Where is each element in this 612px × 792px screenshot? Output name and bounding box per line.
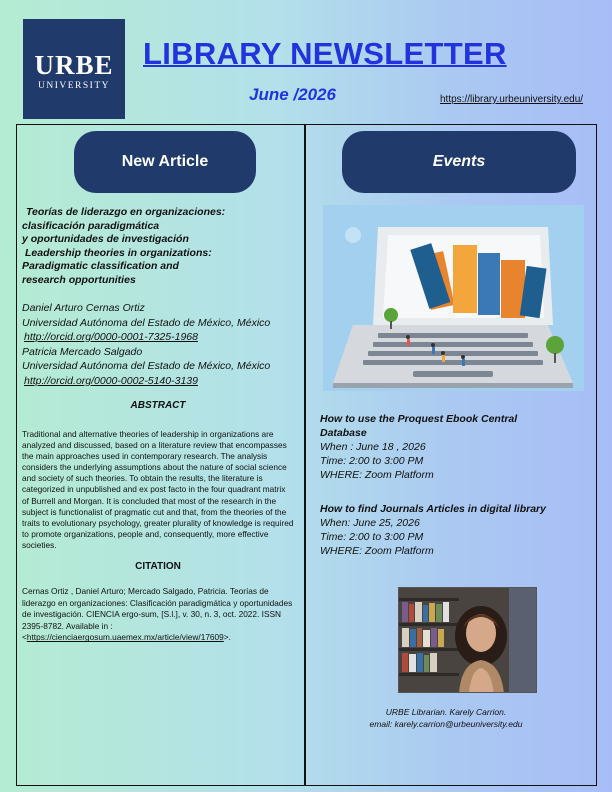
citation-heading: CITATION — [135, 561, 181, 573]
author-affiliation: Universidad Autónoma del Estado de México, México — [22, 316, 271, 329]
event-title: How to use the Proquest Ebook Central Database — [320, 413, 518, 439]
university-logo — [23, 19, 125, 119]
citation-open: < — [22, 632, 27, 643]
librarian-photo — [398, 587, 537, 693]
citation-link[interactable]: https://cienciaergosum.uaemex.mx/article/view/17609 — [26, 632, 224, 643]
article-column — [22, 206, 294, 644]
library-url-link[interactable]: https://library.urbeuniversity.edu/ — [440, 94, 584, 105]
event-when: When : June 18 , 2026 — [320, 441, 426, 453]
article-title-line: research opportunities — [22, 273, 136, 286]
event-time: Time: 2:00 to 3:00 PM — [320, 531, 424, 543]
laptop-books-icon — [323, 205, 584, 391]
event-where: WHERE: Zoom Platform — [320, 469, 434, 481]
author-name: Daniel Arturo Cernas Ortiz — [22, 302, 145, 314]
event-time: Time: 2:00 to 3:00 PM — [320, 455, 424, 467]
article-title-line: y oportunidades de investigación — [22, 233, 189, 245]
librarian-name: URBE Librarian. Karely Carrion. — [385, 707, 507, 717]
event-where: WHERE: Zoom Platform — [320, 545, 434, 557]
librarian-caption — [300, 706, 592, 730]
article-title-line: Leadership theories in organizations: — [25, 246, 212, 259]
logo-main-text: URBE — [34, 50, 114, 80]
article-title-line: Paradigmatic classification and — [22, 260, 179, 272]
abstract-text: Traditional and alternative theories of leadership in organizations are analyzed and discussed, based on a literature review that encompasses the main approaches used in contemporary research. The analysis considers the underlying assumptions about the nature of social science and society of such theories. To obtain the results, the literature is categorized in unpublished and ex post facto in the four quadrant matrix of Burrell and Morgan. It is concluded that most of the research in the subject is functionalist of pragmatic cut and that, from the theories of the traits to evolutionary psychology, greater plurality of knowledge is required to promote organizations, people and, consequently, more effective societies. — [22, 429, 294, 550]
citation-close: >. — [223, 632, 231, 643]
column-divider — [304, 124, 306, 786]
event-item — [320, 412, 550, 482]
abstract-heading: ABSTRACT — [130, 400, 186, 411]
new-article-heading: New Article — [74, 131, 256, 193]
event-title: How to find Journals Articles in digital library — [320, 503, 546, 515]
citation-block — [22, 586, 294, 644]
librarian-portrait-icon — [399, 588, 537, 693]
events-heading: Events — [342, 131, 576, 193]
newsletter-title: LIBRARY NEWSLETTER — [143, 36, 507, 71]
author-orcid-link[interactable]: http://orcid.org/0000-0001-7325-1968 — [24, 331, 198, 343]
event-when: When: June 25, 2026 — [320, 517, 420, 529]
author-name: Patricia Mercado Salgado — [22, 345, 143, 358]
article-title-line: Teorías de liderazgo en organizaciones: — [26, 206, 226, 218]
citation-text: Cernas Ortiz , Daniel Arturo; Mercado Salgado, Patricia. Teorías de liderazgo en organizaciones: Clasificación paradigmática y oportunidades de investigación. CIENCIA ergo-sum, [S.l.], v. 30, n. 3, oct. 2022. ISSN 2395-8782. Available in : — [22, 586, 293, 631]
article-title-line: clasificación paradigmática — [22, 219, 160, 232]
authors-block — [22, 301, 294, 388]
author-orcid-link[interactable]: http://orcid.org/0000-0002-5140-3139 — [24, 374, 198, 387]
article-title — [22, 206, 294, 287]
issue-date: June /2026 — [249, 85, 336, 104]
logo-sub-text: UNIVERSITY — [38, 81, 110, 91]
laptop-books-illustration — [323, 205, 584, 391]
event-item — [320, 502, 595, 558]
librarian-email[interactable]: email: karely.carrion@urbeuniversity.edu — [369, 719, 523, 729]
author-affiliation: Universidad Autónoma del Estado de México, México — [22, 360, 271, 372]
